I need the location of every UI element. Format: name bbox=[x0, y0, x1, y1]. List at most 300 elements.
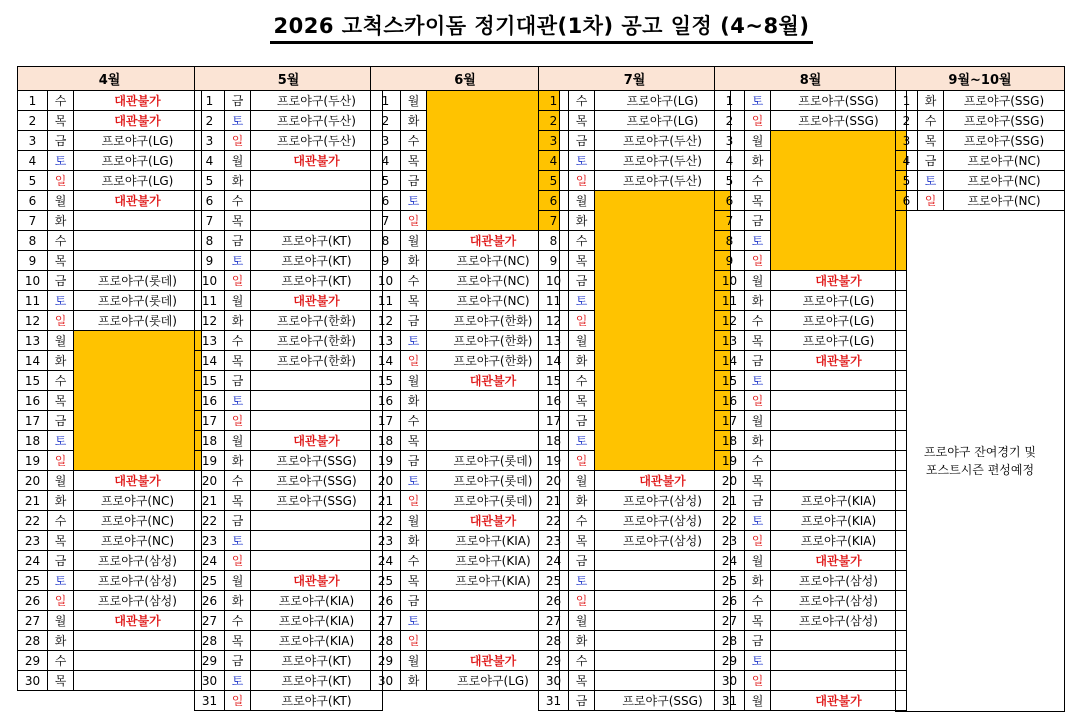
day-number: 6 bbox=[715, 191, 745, 211]
event-cell: 프로야구(삼성) bbox=[74, 551, 202, 571]
weekday: 목 bbox=[745, 611, 771, 631]
unavailable-block bbox=[74, 331, 202, 471]
event-cell: 프로야구(NC) bbox=[74, 511, 202, 531]
event-cell: 프로야구(삼성) bbox=[74, 591, 202, 611]
event-cell: 프로야구(KT) bbox=[251, 231, 383, 251]
weekday: 토 bbox=[48, 291, 74, 311]
table-row bbox=[715, 131, 907, 151]
table-row bbox=[195, 191, 383, 211]
note-line: 포스트시즌 편성예정 bbox=[925, 463, 1035, 477]
unavailable-label: 대관불가 bbox=[595, 471, 731, 491]
event-cell: 프로야구(KT) bbox=[251, 271, 383, 291]
day-number: 9 bbox=[539, 251, 569, 271]
day-number: 18 bbox=[539, 431, 569, 451]
unavailable-label: 대관불가 bbox=[771, 271, 907, 291]
weekday: 월 bbox=[745, 271, 771, 291]
weekday: 화 bbox=[225, 311, 251, 331]
event-cell: 프로야구(KT) bbox=[251, 651, 383, 671]
event-cell: 프로야구(KIA) bbox=[427, 531, 560, 551]
event-cell: 프로야구(SSG) bbox=[251, 471, 383, 491]
event-cell: 프로야구(LG) bbox=[771, 331, 907, 351]
event-cell: 프로야구(KIA) bbox=[427, 551, 560, 571]
table-row bbox=[715, 471, 907, 491]
event-cell: 프로야구(롯데) bbox=[74, 291, 202, 311]
day-number: 11 bbox=[715, 291, 745, 311]
day-number: 21 bbox=[18, 491, 48, 511]
day-number: 29 bbox=[195, 651, 225, 671]
weekday: 월 bbox=[225, 571, 251, 591]
table-row bbox=[18, 171, 202, 191]
event-cell: 프로야구(LG) bbox=[771, 291, 907, 311]
weekday: 일 bbox=[745, 111, 771, 131]
day-number: 23 bbox=[715, 531, 745, 551]
event-cell: 프로야구(NC) bbox=[944, 151, 1065, 171]
weekday: 수 bbox=[745, 451, 771, 471]
table-row bbox=[18, 151, 202, 171]
unavailable-label: 대관불가 bbox=[74, 91, 202, 111]
page-title: 2026 고척스카이돔 정기대관(1차) 공고 일정 (4~8월) bbox=[0, 10, 1083, 44]
table-row bbox=[18, 471, 202, 491]
weekday: 월 bbox=[569, 331, 595, 351]
weekday: 화 bbox=[48, 491, 74, 511]
event-cell bbox=[251, 191, 383, 211]
weekday: 수 bbox=[48, 511, 74, 531]
table-row bbox=[539, 511, 731, 531]
event-cell: 프로야구(NC) bbox=[427, 271, 560, 291]
event-cell: 프로야구(LG) bbox=[771, 311, 907, 331]
event-cell: 프로야구(SSG) bbox=[944, 131, 1065, 151]
table-row bbox=[371, 311, 560, 331]
day-number: 7 bbox=[371, 211, 401, 231]
table-row bbox=[715, 591, 907, 611]
weekday: 일 bbox=[745, 671, 771, 691]
weekday: 수 bbox=[48, 91, 74, 111]
weekday: 목 bbox=[401, 291, 427, 311]
table-row bbox=[195, 251, 383, 271]
weekday: 수 bbox=[569, 511, 595, 531]
day-number: 24 bbox=[195, 551, 225, 571]
day-number: 30 bbox=[715, 671, 745, 691]
day-number: 13 bbox=[539, 331, 569, 351]
event-cell: 프로야구(KIA) bbox=[251, 591, 383, 611]
table-row bbox=[18, 651, 202, 671]
table-row bbox=[539, 111, 731, 131]
table-row bbox=[195, 511, 383, 531]
table-row bbox=[715, 531, 907, 551]
day-number: 6 bbox=[539, 191, 569, 211]
event-cell bbox=[74, 671, 202, 691]
event-cell: 프로야구(삼성) bbox=[595, 511, 731, 531]
weekday: 목 bbox=[569, 391, 595, 411]
table-row bbox=[371, 591, 560, 611]
unavailable-label: 대관불가 bbox=[771, 351, 907, 371]
day-number: 28 bbox=[195, 631, 225, 651]
table-row bbox=[371, 431, 560, 451]
day-number: 26 bbox=[539, 591, 569, 611]
table-row bbox=[195, 611, 383, 631]
day-number: 25 bbox=[539, 571, 569, 591]
weekday: 목 bbox=[401, 571, 427, 591]
event-cell bbox=[595, 671, 731, 691]
weekday: 일 bbox=[401, 211, 427, 231]
weekday: 토 bbox=[48, 151, 74, 171]
event-cell: 프로야구(SSG) bbox=[251, 451, 383, 471]
weekday: 목 bbox=[569, 111, 595, 131]
day-number: 17 bbox=[195, 411, 225, 431]
table-row bbox=[539, 91, 731, 111]
day-number: 14 bbox=[195, 351, 225, 371]
event-cell: 프로야구(SSG) bbox=[944, 111, 1065, 131]
weekday: 목 bbox=[569, 251, 595, 271]
weekday: 일 bbox=[569, 591, 595, 611]
day-number: 29 bbox=[715, 651, 745, 671]
day-number: 24 bbox=[371, 551, 401, 571]
day-number: 16 bbox=[371, 391, 401, 411]
weekday: 금 bbox=[48, 551, 74, 571]
event-cell bbox=[74, 231, 202, 251]
day-number: 29 bbox=[18, 651, 48, 671]
unavailable-label: 대관불가 bbox=[427, 511, 560, 531]
weekday: 금 bbox=[569, 271, 595, 291]
weekday: 월 bbox=[745, 411, 771, 431]
table-row bbox=[371, 331, 560, 351]
table-row bbox=[371, 551, 560, 571]
table-row bbox=[715, 331, 907, 351]
table-row bbox=[539, 471, 731, 491]
table-row bbox=[195, 171, 383, 191]
weekday: 금 bbox=[569, 691, 595, 711]
month-header: 5월 bbox=[195, 67, 383, 91]
weekday: 목 bbox=[401, 431, 427, 451]
weekday: 월 bbox=[745, 131, 771, 151]
day-number: 5 bbox=[539, 171, 569, 191]
event-cell: 프로야구(한화) bbox=[427, 351, 560, 371]
table-row bbox=[371, 611, 560, 631]
unavailable-block bbox=[771, 131, 907, 271]
table-row bbox=[195, 151, 383, 171]
day-number: 6 bbox=[18, 191, 48, 211]
day-number: 7 bbox=[195, 211, 225, 231]
day-number: 4 bbox=[18, 151, 48, 171]
event-cell: 프로야구(삼성) bbox=[595, 491, 731, 511]
day-number: 1 bbox=[18, 91, 48, 111]
table-row bbox=[195, 411, 383, 431]
event-cell: 프로야구(삼성) bbox=[74, 571, 202, 591]
unavailable-label: 대관불가 bbox=[251, 151, 383, 171]
day-number: 28 bbox=[715, 631, 745, 651]
table-row bbox=[371, 91, 560, 111]
day-number: 2 bbox=[18, 111, 48, 131]
day-number: 12 bbox=[195, 311, 225, 331]
event-cell: 프로야구(롯데) bbox=[74, 311, 202, 331]
weekday: 월 bbox=[569, 471, 595, 491]
event-cell: 프로야구(삼성) bbox=[771, 591, 907, 611]
event-cell bbox=[771, 671, 907, 691]
unavailable-label: 대관불가 bbox=[74, 471, 202, 491]
event-cell bbox=[771, 651, 907, 671]
event-cell bbox=[771, 431, 907, 451]
event-cell: 프로야구(롯데) bbox=[427, 471, 560, 491]
event-cell bbox=[251, 511, 383, 531]
table-row bbox=[195, 551, 383, 571]
event-cell: 프로야구(NC) bbox=[74, 491, 202, 511]
weekday: 금 bbox=[745, 631, 771, 651]
table-row bbox=[195, 351, 383, 371]
weekday: 수 bbox=[48, 371, 74, 391]
unavailable-label: 대관불가 bbox=[251, 571, 383, 591]
table-row bbox=[715, 351, 907, 371]
unavailable-label: 대관불가 bbox=[427, 651, 560, 671]
weekday: 일 bbox=[225, 691, 251, 711]
unavailable-label: 대관불가 bbox=[771, 691, 907, 711]
day-number: 14 bbox=[18, 351, 48, 371]
weekday: 수 bbox=[225, 471, 251, 491]
day-number: 20 bbox=[539, 471, 569, 491]
weekday: 일 bbox=[918, 191, 944, 211]
day-number: 13 bbox=[18, 331, 48, 351]
table-row bbox=[539, 631, 731, 651]
weekday: 일 bbox=[401, 491, 427, 511]
day-number: 6 bbox=[195, 191, 225, 211]
weekday: 일 bbox=[745, 251, 771, 271]
table-row bbox=[195, 271, 383, 291]
weekday: 일 bbox=[745, 531, 771, 551]
day-number: 30 bbox=[195, 671, 225, 691]
table-row bbox=[371, 651, 560, 671]
table-row bbox=[539, 651, 731, 671]
table-row bbox=[371, 491, 560, 511]
weekday: 수 bbox=[569, 91, 595, 111]
event-cell: 프로야구(KIA) bbox=[427, 571, 560, 591]
weekday: 수 bbox=[225, 331, 251, 351]
weekday: 화 bbox=[48, 211, 74, 231]
day-number: 16 bbox=[539, 391, 569, 411]
day-number: 19 bbox=[539, 451, 569, 471]
table-row bbox=[715, 91, 907, 111]
table-row bbox=[896, 111, 1065, 131]
table-row bbox=[18, 591, 202, 611]
day-number: 29 bbox=[539, 651, 569, 671]
event-cell bbox=[74, 251, 202, 271]
day-number: 31 bbox=[539, 691, 569, 711]
weekday: 토 bbox=[225, 391, 251, 411]
table-row bbox=[195, 691, 383, 711]
event-cell: 프로야구(롯데) bbox=[427, 451, 560, 471]
table-row bbox=[715, 511, 907, 531]
table-row bbox=[195, 631, 383, 651]
event-cell bbox=[74, 631, 202, 651]
day-number: 9 bbox=[18, 251, 48, 271]
table-row bbox=[539, 691, 731, 711]
day-number: 17 bbox=[18, 411, 48, 431]
weekday: 수 bbox=[48, 231, 74, 251]
table-row bbox=[896, 151, 1065, 171]
table-row bbox=[539, 671, 731, 691]
weekday: 수 bbox=[401, 551, 427, 571]
weekday: 금 bbox=[745, 211, 771, 231]
month-table bbox=[714, 66, 907, 711]
month-header: 8월 bbox=[715, 67, 907, 91]
unavailable-label: 대관불가 bbox=[251, 431, 383, 451]
weekday: 월 bbox=[48, 331, 74, 351]
event-cell bbox=[251, 551, 383, 571]
event-cell bbox=[595, 591, 731, 611]
weekday: 수 bbox=[569, 231, 595, 251]
day-number: 1 bbox=[371, 91, 401, 111]
day-number: 23 bbox=[371, 531, 401, 551]
table-row bbox=[715, 571, 907, 591]
weekday: 목 bbox=[48, 391, 74, 411]
table-row bbox=[195, 531, 383, 551]
month-header: 6월 bbox=[371, 67, 560, 91]
day-number: 24 bbox=[18, 551, 48, 571]
weekday: 토 bbox=[745, 91, 771, 111]
day-number: 17 bbox=[715, 411, 745, 431]
table-row bbox=[715, 651, 907, 671]
month-table bbox=[194, 66, 383, 711]
day-number: 7 bbox=[715, 211, 745, 231]
day-number: 13 bbox=[715, 331, 745, 351]
weekday: 일 bbox=[401, 351, 427, 371]
weekday: 수 bbox=[401, 131, 427, 151]
day-number: 3 bbox=[896, 131, 918, 151]
day-number: 10 bbox=[539, 271, 569, 291]
table-row bbox=[715, 411, 907, 431]
event-cell: 프로야구(KT) bbox=[251, 671, 383, 691]
month-table bbox=[370, 66, 560, 691]
event-cell: 프로야구(KIA) bbox=[771, 491, 907, 511]
weekday: 목 bbox=[569, 531, 595, 551]
event-cell: 프로야구(KIA) bbox=[251, 611, 383, 631]
event-cell: 프로야구(KIA) bbox=[771, 511, 907, 531]
table-row bbox=[18, 631, 202, 651]
table-row bbox=[18, 231, 202, 251]
table-row bbox=[195, 111, 383, 131]
unavailable-label: 대관불가 bbox=[427, 231, 560, 251]
event-cell bbox=[595, 551, 731, 571]
weekday: 월 bbox=[745, 691, 771, 711]
month-table bbox=[538, 66, 731, 711]
day-number: 9 bbox=[195, 251, 225, 271]
table-row bbox=[195, 331, 383, 351]
weekday: 금 bbox=[918, 151, 944, 171]
event-cell: 프로야구(LG) bbox=[74, 171, 202, 191]
weekday: 수 bbox=[745, 591, 771, 611]
weekday: 목 bbox=[48, 111, 74, 131]
weekday: 월 bbox=[48, 611, 74, 631]
day-number: 8 bbox=[195, 231, 225, 251]
weekday: 목 bbox=[48, 671, 74, 691]
weekday: 화 bbox=[745, 431, 771, 451]
table-row bbox=[715, 271, 907, 291]
day-number: 7 bbox=[18, 211, 48, 231]
day-number: 11 bbox=[539, 291, 569, 311]
event-cell bbox=[595, 611, 731, 631]
event-cell: 프로야구(두산) bbox=[595, 171, 731, 191]
event-cell: 프로야구(한화) bbox=[251, 351, 383, 371]
day-number: 3 bbox=[715, 131, 745, 151]
table-row bbox=[18, 191, 202, 211]
event-cell: 프로야구(한화) bbox=[427, 331, 560, 351]
day-number: 18 bbox=[18, 431, 48, 451]
table-row bbox=[715, 551, 907, 571]
table-row bbox=[18, 571, 202, 591]
weekday: 토 bbox=[569, 291, 595, 311]
table-row bbox=[896, 131, 1065, 151]
weekday: 월 bbox=[48, 471, 74, 491]
table-row bbox=[715, 611, 907, 631]
table-row bbox=[371, 351, 560, 371]
table-row bbox=[18, 671, 202, 691]
weekday: 일 bbox=[48, 171, 74, 191]
weekday: 화 bbox=[401, 251, 427, 271]
day-number: 4 bbox=[539, 151, 569, 171]
day-number: 27 bbox=[18, 611, 48, 631]
weekday: 토 bbox=[401, 331, 427, 351]
table-row bbox=[18, 531, 202, 551]
day-number: 27 bbox=[539, 611, 569, 631]
event-cell: 프로야구(NC) bbox=[74, 531, 202, 551]
weekday: 화 bbox=[401, 111, 427, 131]
weekday: 일 bbox=[225, 131, 251, 151]
day-number: 1 bbox=[195, 91, 225, 111]
weekday: 수 bbox=[569, 371, 595, 391]
day-number: 3 bbox=[18, 131, 48, 151]
weekday: 금 bbox=[48, 411, 74, 431]
day-number: 31 bbox=[195, 691, 225, 711]
day-number: 15 bbox=[371, 371, 401, 391]
event-cell: 프로야구(LG) bbox=[595, 91, 731, 111]
day-number: 21 bbox=[539, 491, 569, 511]
table-row bbox=[195, 371, 383, 391]
weekday: 일 bbox=[225, 271, 251, 291]
day-number: 16 bbox=[18, 391, 48, 411]
weekday: 금 bbox=[569, 411, 595, 431]
weekday: 화 bbox=[569, 351, 595, 371]
event-cell: 프로야구(두산) bbox=[251, 91, 383, 111]
event-cell bbox=[74, 211, 202, 231]
weekday: 금 bbox=[48, 131, 74, 151]
day-number: 2 bbox=[539, 111, 569, 131]
weekday: 화 bbox=[48, 631, 74, 651]
event-cell: 프로야구(LG) bbox=[74, 131, 202, 151]
weekday: 월 bbox=[401, 651, 427, 671]
day-number: 9 bbox=[371, 251, 401, 271]
day-number: 2 bbox=[371, 111, 401, 131]
day-number: 16 bbox=[715, 391, 745, 411]
day-number: 25 bbox=[715, 571, 745, 591]
day-number: 13 bbox=[195, 331, 225, 351]
table-row bbox=[18, 551, 202, 571]
day-number: 18 bbox=[715, 431, 745, 451]
table-row bbox=[539, 491, 731, 511]
day-number: 23 bbox=[539, 531, 569, 551]
weekday: 수 bbox=[225, 191, 251, 211]
day-number: 14 bbox=[715, 351, 745, 371]
table-row bbox=[18, 311, 202, 331]
weekday: 목 bbox=[225, 351, 251, 371]
weekday: 토 bbox=[225, 671, 251, 691]
event-cell bbox=[771, 391, 907, 411]
weekday: 토 bbox=[48, 571, 74, 591]
day-number: 3 bbox=[371, 131, 401, 151]
weekday: 수 bbox=[569, 651, 595, 671]
table-row bbox=[18, 291, 202, 311]
weekday: 목 bbox=[225, 631, 251, 651]
weekday: 화 bbox=[745, 571, 771, 591]
event-cell bbox=[251, 411, 383, 431]
remaining-games-note bbox=[896, 211, 1065, 712]
